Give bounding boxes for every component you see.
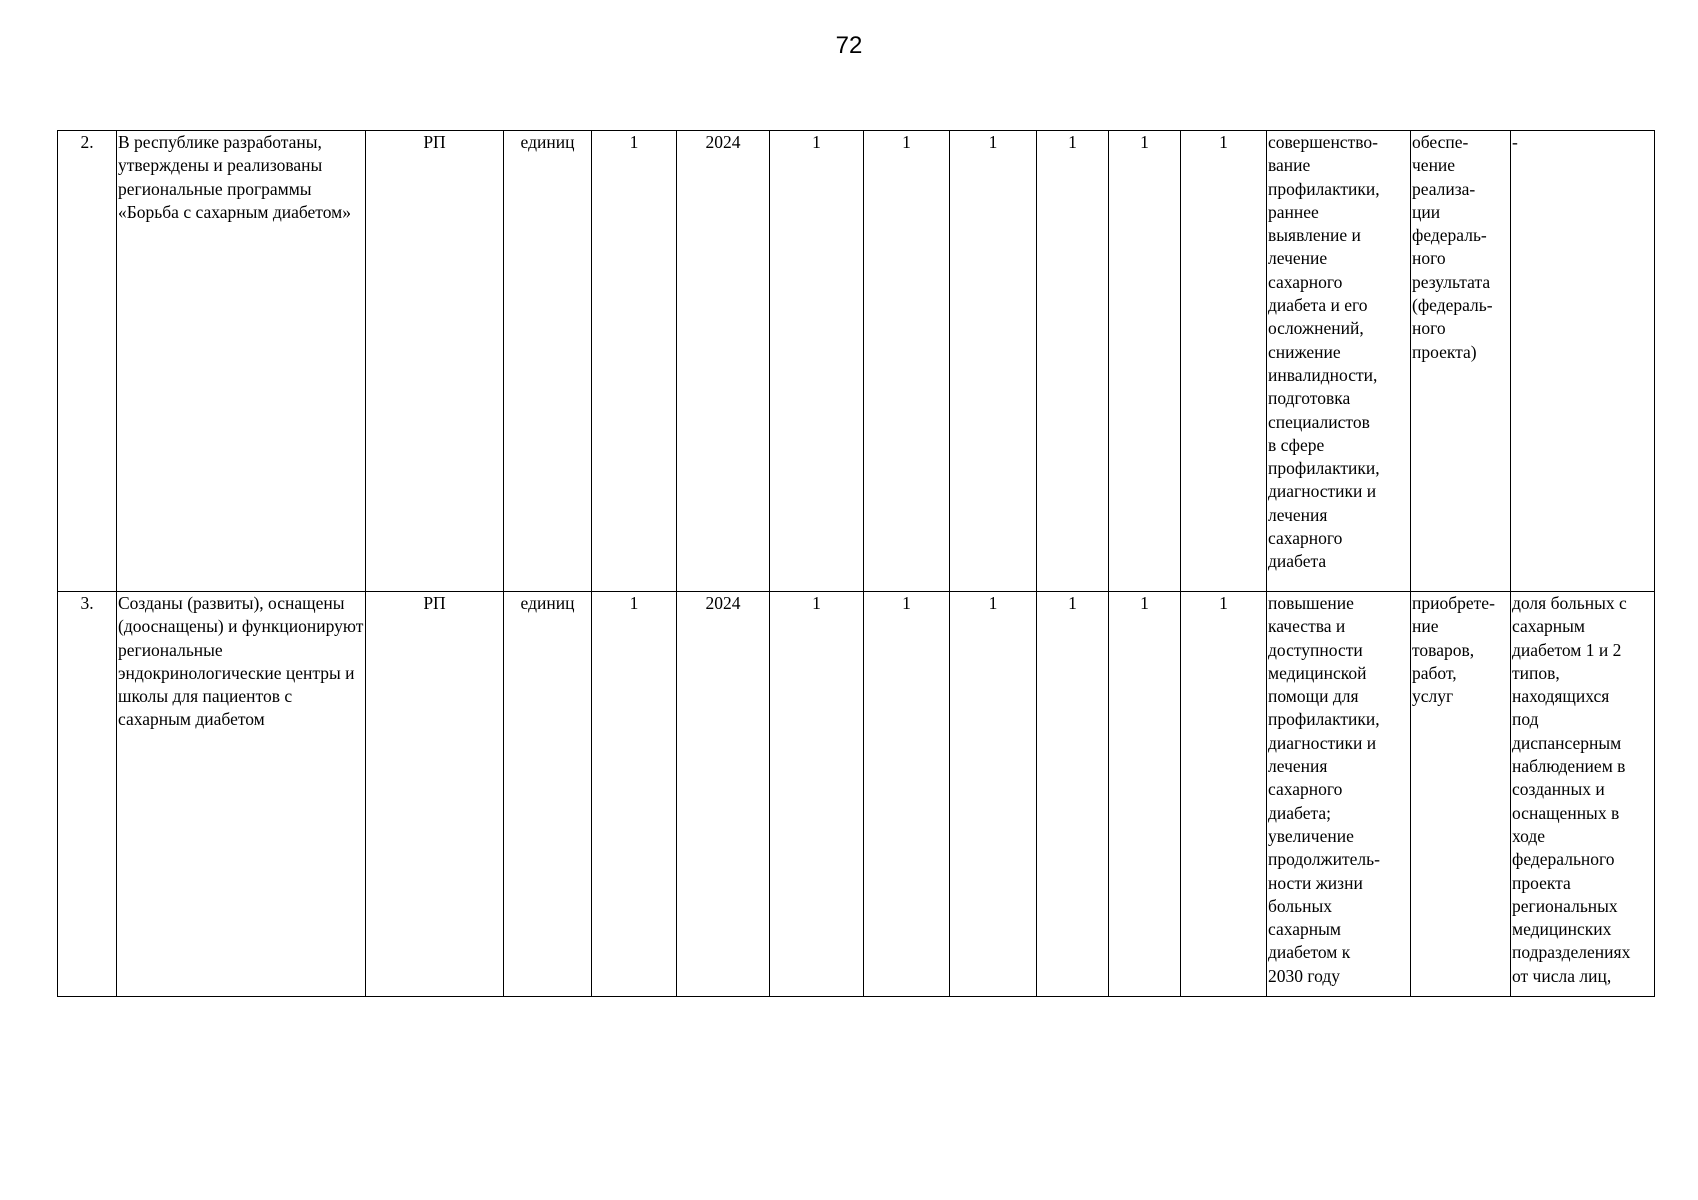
unit-cell: единиц: [504, 592, 592, 997]
result-type: приобрете- ние товаров, работ, услуг: [1411, 592, 1511, 997]
level-cell: РП: [366, 131, 504, 592]
result-description: совершенство- вание профилактики, раннее выявление и лечение сахарного диабета и его осложнений, снижение инвалидности, подготовка специалистов в сфере профилактики, диагностики и лечения сахарного диабета: [1267, 131, 1411, 592]
value-cell: 1: [770, 131, 864, 592]
result-name: В республике разработаны, утверждены и реализованы региональные программы «Борьба с сахарным диабетом»: [117, 131, 366, 592]
result-description: повышение качества и доступности медицинской помощи для профилактики, диагностики и лечения сахарного диабета; увеличение продолжитель- ности жизни больных сахарным диабетом к 2030 году: [1267, 592, 1411, 997]
row-number: 3.: [58, 592, 117, 997]
unit-cell: единиц: [504, 131, 592, 592]
result-type: обеспе- чение реализа- ции федераль- ного результата (федераль- ного проекта): [1411, 131, 1511, 592]
base-value-cell: 1: [592, 131, 677, 592]
value-cell: 1: [950, 592, 1037, 997]
value-cell: 1: [1109, 131, 1181, 592]
related-indicator: -: [1511, 131, 1655, 592]
value-cell: 1: [1037, 592, 1109, 997]
page-number: 72: [835, 32, 863, 59]
level-cell: РП: [366, 592, 504, 997]
table-row: [58, 131, 1655, 592]
result-name: Созданы (развиты), оснащены (дооснащены) и функционируют региональные эндокринологические центры и школы для пациентов с сахарным диабетом: [117, 592, 366, 997]
base-value-cell: 1: [592, 592, 677, 997]
value-cell: 1: [864, 592, 950, 997]
value-cell: 1: [1181, 592, 1267, 997]
value-cell: 1: [1181, 131, 1267, 592]
value-cell: 1: [1037, 131, 1109, 592]
value-cell: 1: [1109, 592, 1181, 997]
value-cell: 1: [950, 131, 1037, 592]
value-cell: 1: [864, 131, 950, 592]
base-year-cell: 2024: [677, 131, 770, 592]
value-cell: 1: [770, 592, 864, 997]
base-year-cell: 2024: [677, 592, 770, 997]
results-table: [57, 130, 1655, 997]
table-row: [58, 592, 1655, 997]
row-number: 2.: [58, 131, 117, 592]
related-indicator: доля больных с сахарным диабетом 1 и 2 типов, находящихся под диспансерным наблюдением в созданных и оснащенных в ходе федерального проекта региональных медицинских подразделениях от числа лиц,: [1511, 592, 1655, 997]
